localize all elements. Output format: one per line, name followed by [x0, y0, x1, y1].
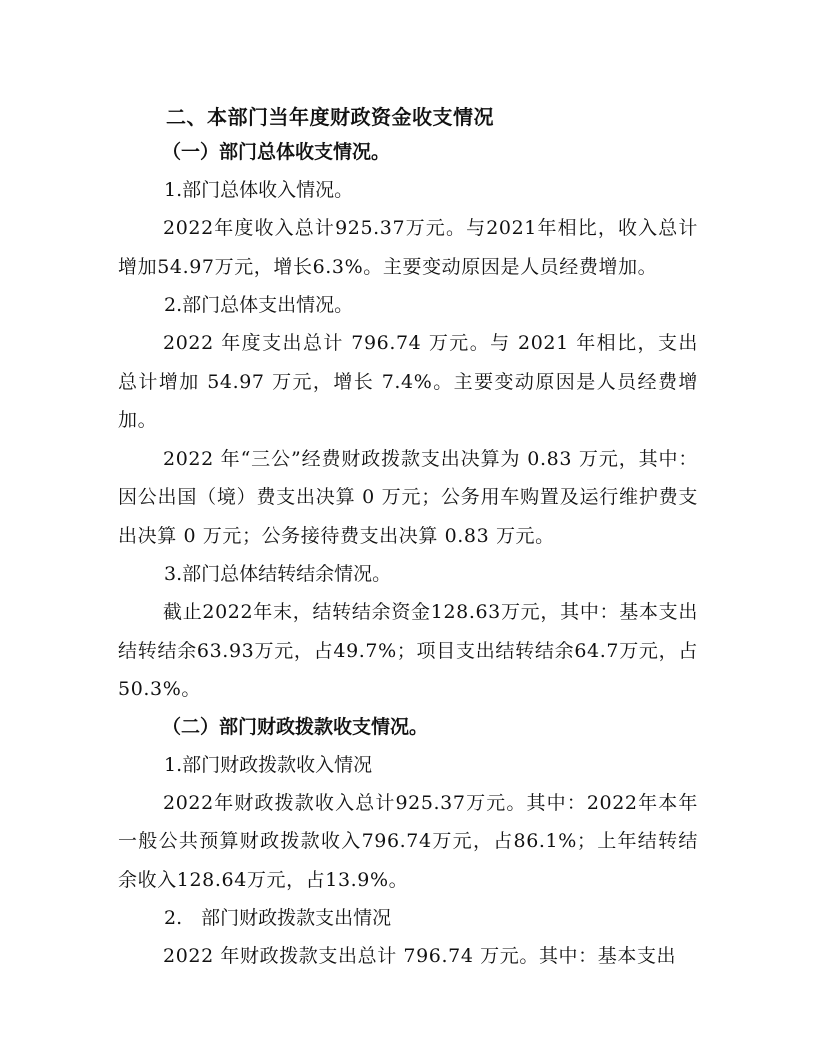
part2-title: （二）部门财政拨款收支情况。 [162, 715, 429, 738]
three-public-expense-text: 2022 年“三公”经费财政拨款支出决算为 0.83 万元，其中：因公出国（境）费支出决算 0 万元；公务用车购置及运行维护费支出决算 0 万元；公务接待费支出决算 0.83 万元。 [118, 447, 698, 547]
section-title: 二、本部门当年度财政资金收支情况 [166, 105, 494, 129]
document-body [118, 100, 698, 976]
part1-expense-text: 2022 年度支出总计 796.74 万元。与 2021 年相比，支出总计增加 54.97 万元，增长 7.4%。主要变动原因是人员经费增加。 [118, 332, 698, 431]
part2-expense-heading: 2. 部门财政拨款支出情况 [164, 907, 392, 929]
part1-carryover-text: 截止2022年末，结转结余资金128.63万元，其中：基本支出结转结余63.93万元，占49.7%；项目支出结转结余64.7万元，占50.3%。 [118, 601, 698, 700]
part1-income-heading: 1.部门总体收入情况。 [164, 179, 354, 201]
part1-expense-heading: 2.部门总体支出情况。 [164, 294, 354, 316]
part1-income-text: 2022年度收入总计925.37万元。与2021年相比，收入总计增加54.97万元，增长6.3%。主要变动原因是人员经费增加。 [118, 217, 698, 278]
part2-expense-text: 2022 年财政拨款支出总计 796.74 万元。其中：基本支出 [163, 945, 677, 967]
part2-income-heading: 1.部门财政拨款收入情况 [164, 753, 373, 776]
part2-income-text: 2022年财政拨款收入总计925.37万元。其中：2022年本年一般公共预算财政拨款收入796.74万元，占86.1%；上年结转结余收入128.64万元，占13.9%。 [118, 791, 698, 891]
part1-carryover-heading: 3.部门总体结转结余情况。 [164, 563, 392, 585]
part1-title: （一）部门总体收支情况。 [162, 141, 391, 163]
